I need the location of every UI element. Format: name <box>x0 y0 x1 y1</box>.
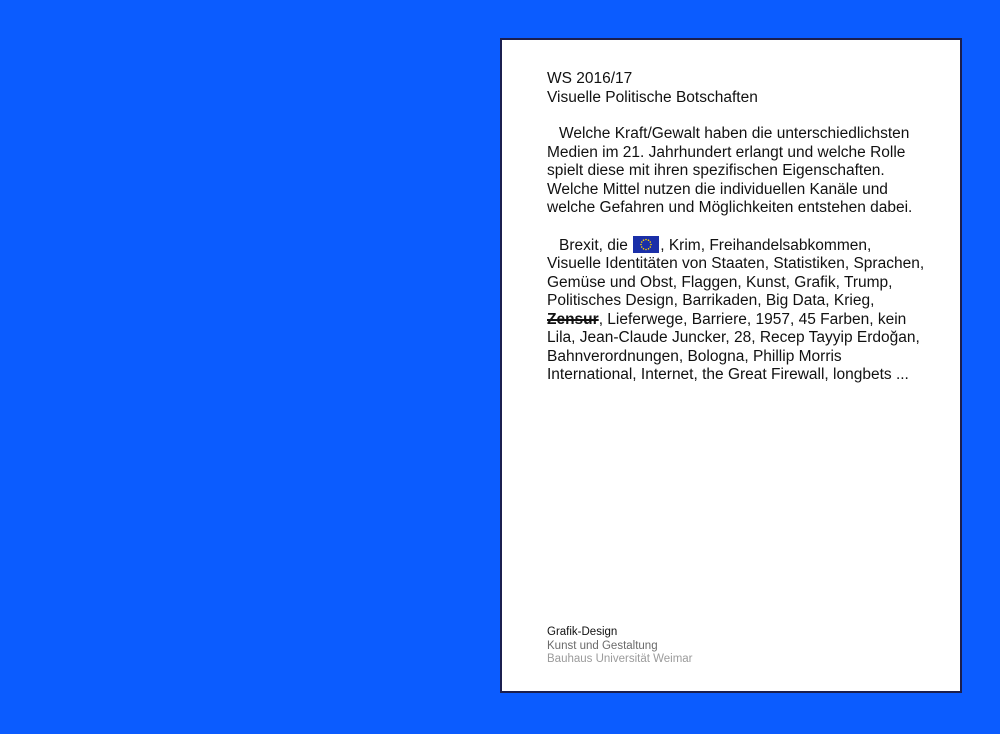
intro-paragraph <box>547 125 927 218</box>
keywords-after-flag: , Krim, Freihandelsabkommen, Visuelle Identitäten von Staaten, Statistiken, Sprachen, Gemüse und Obst, Flaggen, Kunst, Grafik, Trump, Politisches Design, Barrikaden, Big Data, Krieg, <box>547 236 925 309</box>
keywords-paragraph <box>547 236 927 385</box>
keywords-after-struck: , Lieferwege, Barriere, 1957, 45 Farben, kein Lila, Jean-Claude Juncker, 28, Recep Tayyip Erdoğan, Bahnverordnungen, Bologna, Phillip Morris International, Internet, the Great Firewall, longbets ... <box>547 310 920 383</box>
struck-keyword: Zensur <box>547 310 599 328</box>
keywords-before-flag: Brexit, die <box>559 236 628 254</box>
footer-faculty: Kunst und Gestaltung <box>547 639 658 652</box>
intro-text: Welche Kraft/Gewalt haben die unterschiedlichsten Medien im 21. Jahrhundert erlangt und welche Rolle spielt diese mit ihren spezifischen Eigenschaften. Welche Mittel nutzen die individuellen Kanäle und welche Gefahren und Möglichkeiten entstehen dabei. <box>547 125 913 216</box>
eu-flag-icon <box>633 236 659 253</box>
header <box>547 70 927 107</box>
footer-department: Grafik-Design <box>547 626 618 638</box>
footer <box>547 626 693 667</box>
main-content <box>547 70 927 385</box>
page-title: Visuelle Politische Botschaften <box>547 88 758 106</box>
document-page <box>500 38 962 693</box>
footer-university: Bauhaus Universität Weimar <box>547 653 693 665</box>
semester-label: WS 2016/17 <box>547 70 633 87</box>
